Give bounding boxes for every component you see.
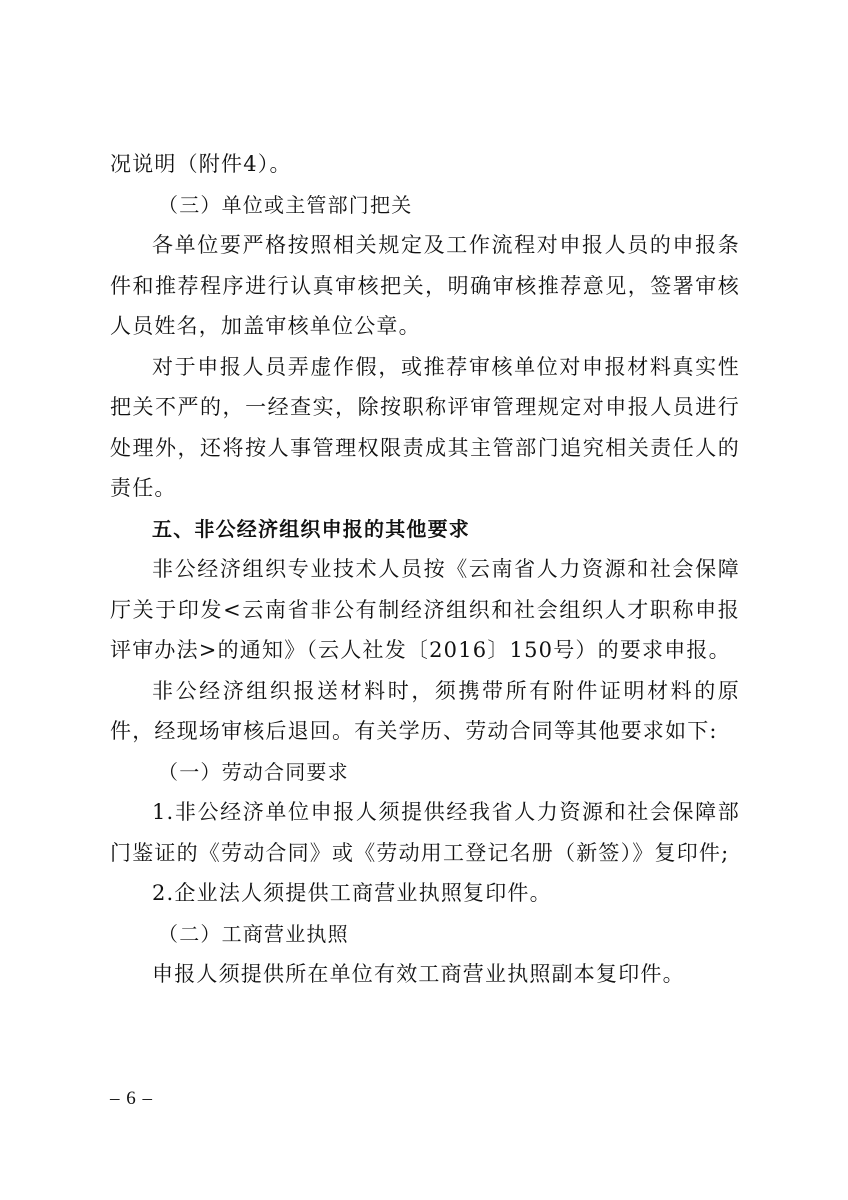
paragraph-labor-contract-item-2: 2.企业法人须提供工商营业执照复印件。 (152, 881, 552, 905)
paragraph-fraud-accountability: 对于申报人员弄虚作假，或推荐审核单位对申报材料真实性把关不严的，一经查实，除按职称评审管理规定对申报人员进行处理外，还将按人事管理权限责成其主管部门追究相关责任人的责任。 (110, 354, 740, 500)
document-body (110, 144, 740, 995)
paragraph-business-license: 申报人须提供所在单位有效工商营业执照副本复印件。 (152, 962, 685, 986)
paragraph-nonpublic-policy: 非公经济组织专业技术人员按《云南省人力资源和社会保障厅关于印发<云南省非公有制经济组织和社会组织人才职称申报评审办法>的通知》（云人社发〔2016〕150号）的要求申报。 (110, 557, 740, 662)
page-number: – 6 – (110, 1088, 153, 1109)
section-heading-nonpublic-requirements: 五、非公经济组织申报的其他要求 (152, 516, 470, 541)
subheading-labor-contract: （一）劳动合同要求 (158, 759, 349, 784)
subheading-unit-review: （三）单位或主管部门把关 (158, 192, 413, 217)
paragraph-continuation: 况说明（附件4）。 (110, 152, 292, 176)
subheading-business-license: （二）工商营业执照 (158, 921, 349, 946)
paragraph-labor-contract-item-1: 1.非公经济单位申报人须提供经我省人力资源和社会保障部门鉴证的《劳动合同》或《劳动用工登记名册（新签）》复印件; (110, 800, 740, 865)
paragraph-unit-review: 各单位要严格按照相关规定及工作流程对申报人员的申报条件和推荐程序进行认真审核把关，明确审核推荐意见，签署审核人员姓名，加盖审核单位公章。 (110, 233, 740, 338)
paragraph-nonpublic-materials: 非公经济组织报送材料时，须携带所有附件证明材料的原件，经现场审核后退回。有关学历、劳动合同等其他要求如下: (110, 678, 740, 743)
